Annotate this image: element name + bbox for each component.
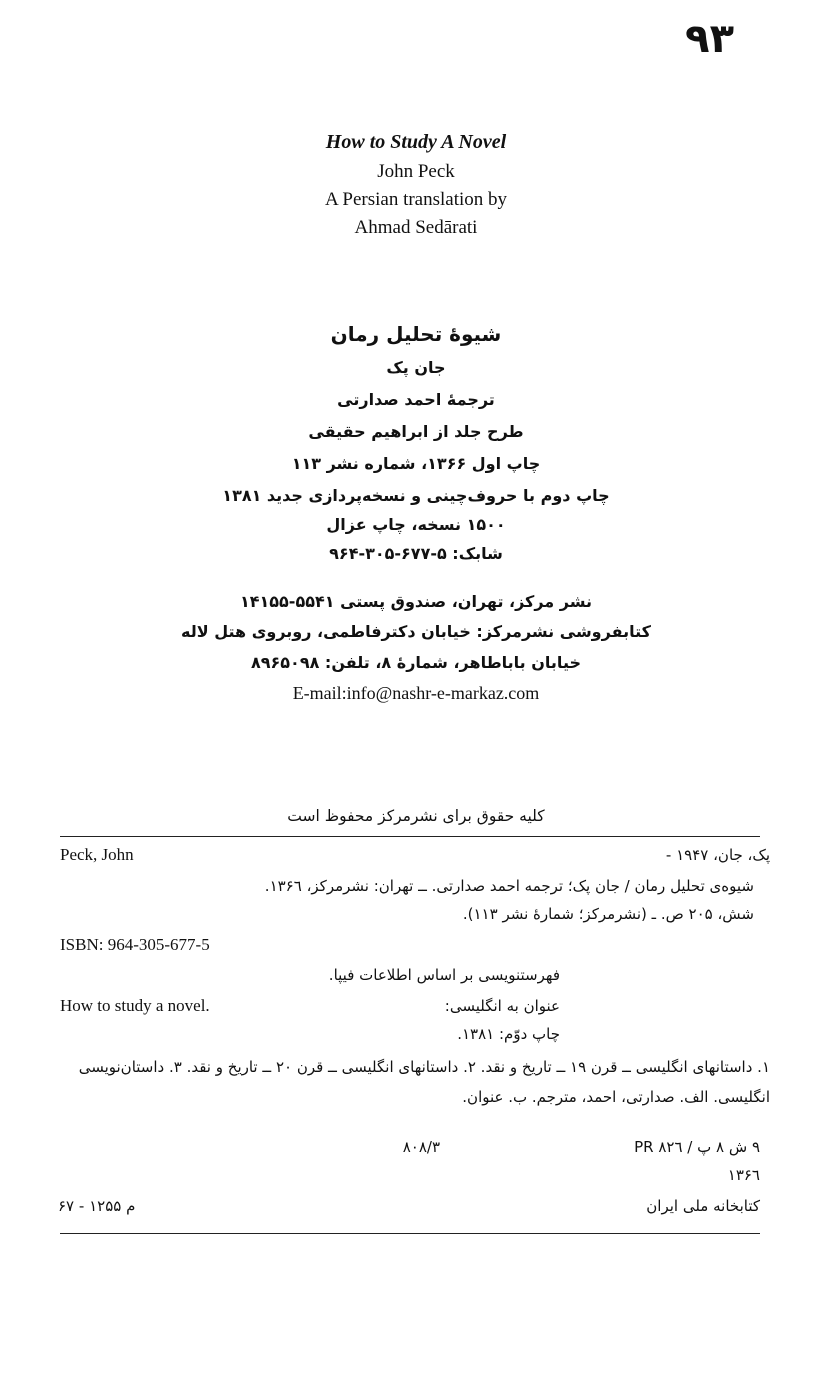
rights-statement: کلیه حقوق برای نشرمرکز محفوظ است: [287, 807, 545, 825]
publisher-address: نشر مرکز، تهران، صندوق پستی ۵۵۴۱-۱۴۱۵۵: [239, 592, 593, 611]
cip-title-line: شیوه‌ی تحلیل رمان / جان پک؛ ترجمه احمد صدارتی. ــ تهران: نشرمرکز، ۱۳۶٦.: [264, 877, 754, 895]
publisher-street: خیابان باباطاهر، شمارهٔ ۸، تلفن: ۸۹۶۵۰۹۸: [250, 653, 581, 672]
publisher-bookstore: کتابفروشی نشرمرکز: خیابان دکترفاطمی، روبروی هتل لاله: [181, 622, 651, 641]
cip-subjects: ۱. داستانهای انگلیسی ــ قرن ۱۹ ــ تاریخ و نقد. ۲. داستانهای انگلیسی ــ قرن ۲۰ ــ تاریخ و نقد. ۳. داستان‌نویسی انگلیسی. الف. صدارتی، احمد، مترجم. ب. عنوان.: [78, 1058, 770, 1106]
persian-isbn: شابک: ۵-۶۷۷-۳۰۵-۹۶۴: [329, 544, 503, 563]
english-title: How to Study A Novel: [325, 131, 507, 153]
cip-fipa: فهرستنویسی بر اساس اطلاعات فیپا.: [328, 966, 560, 984]
cip-original-title-label: عنوان به انگلیسی:: [444, 997, 560, 1015]
cip-author-fa: پک، جان، ۱۹۴۷ -: [665, 846, 770, 864]
persian-author: جان پک: [386, 358, 446, 377]
cip-original-title-en: How to study a novel.: [60, 996, 210, 1015]
cip-library: کتابخانه ملی ایران: [646, 1197, 760, 1215]
cip-call-year: ۱۳۶٦: [727, 1166, 760, 1184]
bottom-divider: [60, 1233, 760, 1234]
cip-isbn: ISBN: 964-305-677-5: [60, 935, 210, 954]
persian-first-edition: چاپ اول ۱۳۶۶، شماره نشر ۱۱۳: [291, 454, 541, 473]
publisher-email: E-mail:info@nashr-e-markaz.com: [292, 683, 540, 703]
persian-copies: ۱۵۰۰ نسخه، چاپ عزال: [326, 515, 506, 534]
cip-physical: شش، ۲۰۵ ص. ـ (نشرمرکز؛ شمارهٔ نشر ۱۱۳).: [462, 905, 754, 923]
cip-call-number: ۹ ش ۸ پ / PR ۸۲٦: [634, 1138, 760, 1156]
cip-second-print: چاپ دوّم: ۱۳۸۱.: [457, 1025, 560, 1043]
persian-title: شیوهٔ تحلیل رمان: [330, 322, 502, 346]
cip-dewey: ۸۰۸/۳: [402, 1138, 440, 1156]
cip-library-number: م ۱۲۵۵ - ۶۷: [58, 1197, 136, 1215]
english-translation-note: A Persian translation by: [324, 189, 508, 210]
top-divider: [60, 836, 760, 837]
persian-second-edition: چاپ دوم با حروف‌چینی و نسخه‌پردازی جدید ۱۳۸۱: [222, 486, 610, 505]
english-translator: Ahmad Sedārati: [354, 217, 478, 238]
cip-author-en: Peck, John: [60, 845, 134, 864]
english-author: John Peck: [377, 161, 455, 182]
persian-translator: ترجمهٔ احمد صدارتی: [337, 390, 495, 409]
persian-cover-design: طرح جلد از ابراهیم حقیقی: [308, 422, 524, 441]
page-number: ۹۳: [685, 16, 734, 62]
